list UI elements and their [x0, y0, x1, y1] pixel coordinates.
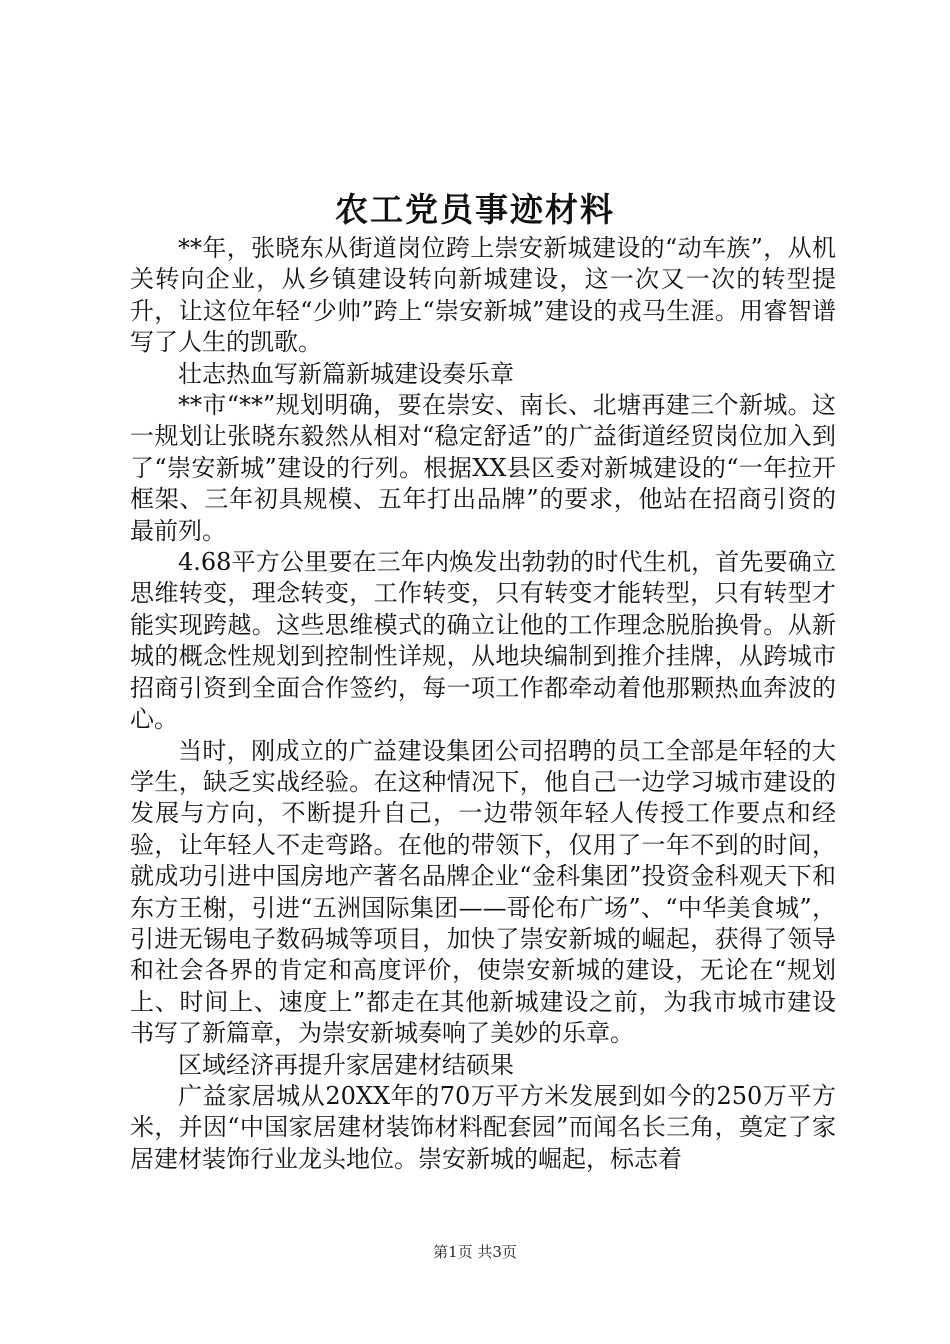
- paragraph: 当时，刚成立的广益建设集团公司招聘的员工全部是年轻的大学生，缺乏实战经验。在这种情况下，他自己一边学习城市建设的发展与方向，不断提升自己，一边带领年轻人传授工作要点和经验，让年轻人不走弯路。在他的带领下，仅用了一年不到的时间，就成功引进中国房地产著名品牌企业“金科集团”投资金科观天下和东方王榭，引进“五洲国际集团——哥伦布广场”、“中华美食城”，引进无锡电子数码城等项目，加快了崇安新城的崛起，获得了领导和社会各界的肯定和高度评价，使崇安新城的建设，无论在“规划上、时间上、速度上”都走在其他新城建设之前，为我市城市建设书写了新篇章，为崇安新城奏响了美妙的乐章。: [130, 736, 836, 1048]
- section-heading: 区域经济再提升家居建材结硕果: [178, 1050, 514, 1079]
- document-title: 农工党员事迹材料: [335, 190, 615, 229]
- paragraph: 4.68平方公里要在三年内焕发出勃勃的时代生机，首先要确立思维转变，理念转变，工作转变，只有转变才能转型，只有转型才能实现跨越。这些思维模式的确立让他的工作理念脱胎换骨。从新城的概念性规划到控制性详规，从地块编制到推介挂牌，从跨城市招商引资到全面合作签约，每一项工作都牵动着他那颗热血奔波的心。: [130, 548, 836, 734]
- paragraph: 广益家居城从20XX年的70万平方米发展到如今的250万平方米，并因“中国家居建材装饰材料配套园”而闻名长三角，奠定了家居建材装饰行业龙头地位。崇安新城的崛起，标志着: [130, 1081, 836, 1173]
- page-number-footer: 第1页 共3页: [433, 1243, 517, 1261]
- document-body: [130, 233, 836, 1175]
- paragraph: **市“**”规划明确，要在崇安、南长、北塘再建三个新城。这一规划让张晓东毅然从相对“稳定舒适”的广益街道经贸岗位加入到了“崇安新城”建设的行列。根据XX县区委对新城建设的“一年拉开框架、三年初具规模、五年打出品牌”的要求，他站在招商引资的最前列。: [130, 391, 836, 545]
- paragraph: **年，张晓东从街道岗位跨上崇安新城建设的“动车族”，从机关转向企业，从乡镇建设转向新城建设，这一次又一次的转型提升，让这位年轻“少帅”跨上“崇安新城”建设的戎马生涯。用睿智谱写了人生的凯歌。: [130, 234, 836, 357]
- section-heading: 壮志热血写新篇新城建设奏乐章: [178, 359, 514, 388]
